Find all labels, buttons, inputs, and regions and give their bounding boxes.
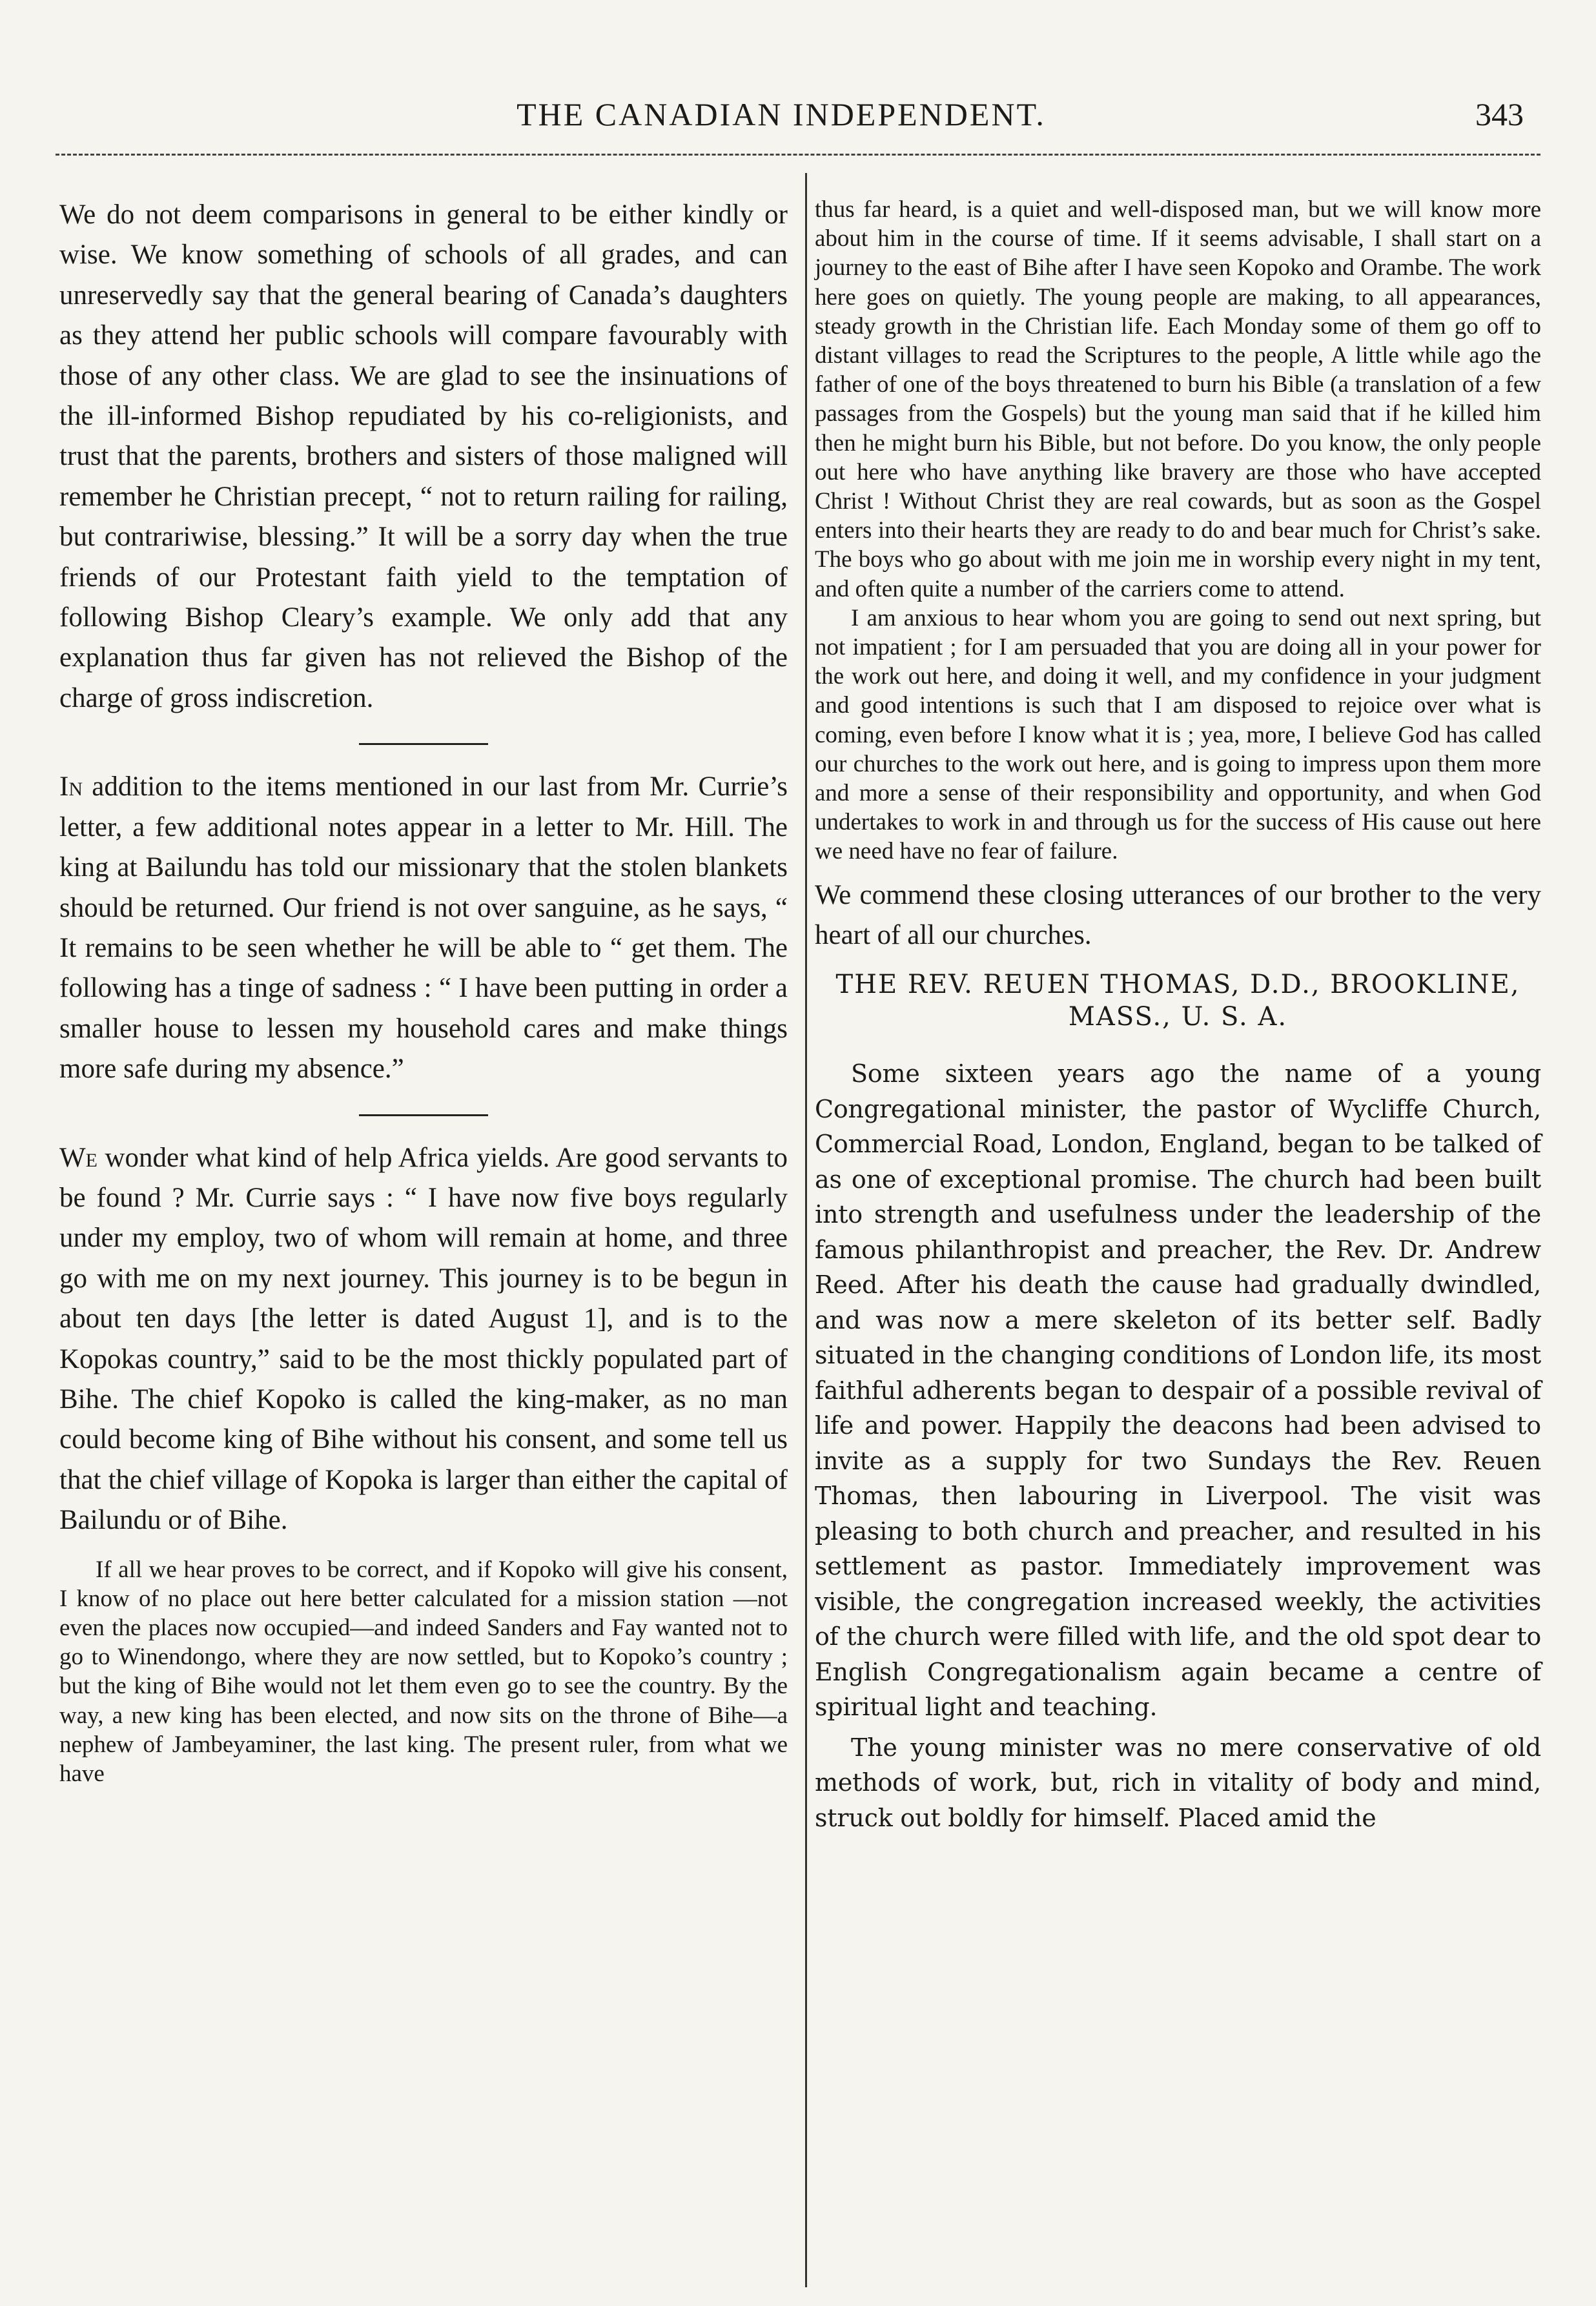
right-column — [815, 195, 1541, 1835]
running-head — [39, 96, 1524, 147]
quoted-letter-paragraph: I am anxious to hear whom you are going to send out next spring, but not impatient ; for I am persuaded that you are doing all in your power for the work out here, and doing it well, and my confidence in your judgment and good intentions is such that I am disposed to rejoice over what is coming, even before I know what it is ; yea, more, I believe God has called our churches to the work out here, and is going to impress upon them more and more a sense of their responsibility and opportunity, and when God undertakes to work in and through us for the success of His cause out here we need have no fear of failure. — [815, 604, 1541, 865]
section-separator — [359, 743, 488, 745]
journal-title: THE CANADIAN INDEPENDENT. — [517, 96, 1046, 132]
page-number: 343 — [1475, 96, 1524, 132]
drop-lead-word: We — [59, 1142, 97, 1173]
editorial-paragraph: We commend these closing utterances of our brother to the very heart of all our churches. — [815, 879, 1541, 951]
editorial-paragraph — [59, 1138, 788, 1541]
section-separator — [359, 1114, 488, 1116]
quoted-letter-paragraph: If all we hear proves to be correct, and if Kopoko will give his consent, I know of no place out here better calculated for a mission station —not even the places now occupied—and indeed Sanders and Fay wanted not to go to Winendongo, where they are now settled, but to Kopoko’s country ; but the king of Bihe would not let them even go to see the country. By the way, a new king has been elected, and now sits on the throne of Bihe—a nephew of Jambeyaminer, the last king. The present ruler, from what we have — [59, 1556, 788, 1788]
drop-lead-word: In — [59, 771, 83, 802]
editorial-paragraph: We do not deem comparisons in general to be either kindly or wise. We know something of schools of all grades, and can unreservedly say that the general bearing of Canada’s daughters as they attend her public schools will compare favourably with those of any other class. We are glad to see the insinuations of the ill-informed Bishop repudiated by his co-religionists, and trust that the parents, brothers and sisters of those maligned will remember he Christian precept, “ not to return railing for railing, but contrariwise, blessing.” It will be a sorry day when the true friends of our Protestant faith yield to the temptation of following Bishop Cleary’s example. We only add that any explanation thus far given has not relieved the Bishop of the charge of gross indiscretion. — [59, 199, 788, 713]
header-rule — [56, 154, 1540, 156]
paragraph-body: addition to the items mentioned in our last from Mr. Currie’s letter, a few additional notes appear in a letter to Mr. Hill. The king at Bailundu has told our missionary that the stolen blankets should be returned. Our friend is not over sanguine, as he says, “ It remains to be seen whether he will be able to “ get them. The following has a tinge of sadness : “ I have been putting in order a smaller house to lessen my household cares and make things more safe during my absence.” — [59, 771, 788, 1085]
article-title: THE REV. REUEN THOMAS, D.D., BROOKLINE, MASS., U. S. A. — [835, 970, 1520, 1032]
column-divider — [805, 173, 807, 2287]
article-paragraph: The young minister was no mere conservative of old methods of work, but, rich in vitality of body and mind, struck out boldly for himself. Placed amid the — [815, 1733, 1541, 1832]
quoted-letter-paragraph: thus far heard, is a quiet and well-disposed man, but we will know more about him in the course of time. If it seems advisable, I shall start on a journey to the east of Bihe after I have seen Kopoko and Orambe. The work here goes on quietly. The young people are making, to all appearances, steady growth in the Christian life. Each Monday some of them go off to distant villages to read the Scriptures to the people, A little while ago the father of one of the boys threatened to burn his Bible (a translation of a few passages from the Gospels) but the young man said that if he killed him then he might burn his Bible, but not before. Do you know, the only people out here who have anything like bravery are those who have accepted Christ ! Without Christ they are real cowards, but as soon as the Gospel enters into their hearts they are ready to do and bear much for Christ’s sake. The boys who go about with me join me in worship every night in my tent, and often quite a number of the carriers come to attend. — [815, 196, 1541, 602]
article-paragraph: Some sixteen years ago the name of a young Congregational minister, the pastor of Wycliffe Church, Commercial Road, London, England, began to be talked of as one of exceptional promise. The church had been built into strength and usefulness under the leadership of the famous philanthropist and preacher, the Rev. Dr. Andrew Reed. After his death the cause had gradually dwindled, and was now a mere skeleton of its better self. Badly situated in the changing conditions of London life, its most faithful adherents began to despair of a possible revival of life and power. Happily the deacons had been advised to invite as a supply for two Sundays the Rev. Reuen Thomas, then labouring in Liverpool. The visit was pleasing to both church and preacher, and resulted in his settlement as pastor. Immediately improvement was visible, the congregation increased weekly, the activities of the church were filled with life, and the old spot dear to English Congregationalism again became a centre of spiritual light and teaching. — [815, 1059, 1541, 1722]
paragraph-body: wonder what kind of help Africa yields. Are good servants to be found ? Mr. Currie says : “ I have now five boys regularly under my employ, two of whom will remain at home, and three go with me on my next journey. This journey is to be begun in about ten days [the letter is dated August 1], and is to the Kopokas country,” said to be the most thickly populated part of Bihe. The chief Kopoko is called the king-maker, as no man could become king of Bihe without his consent, and some tell us that the chief village of Kopoka is larger than either the capital of Bailundu or of Bihe. — [59, 1142, 788, 1536]
paragraph-gap — [59, 1541, 788, 1555]
left-column — [59, 195, 788, 1788]
editorial-paragraph — [59, 767, 788, 1089]
